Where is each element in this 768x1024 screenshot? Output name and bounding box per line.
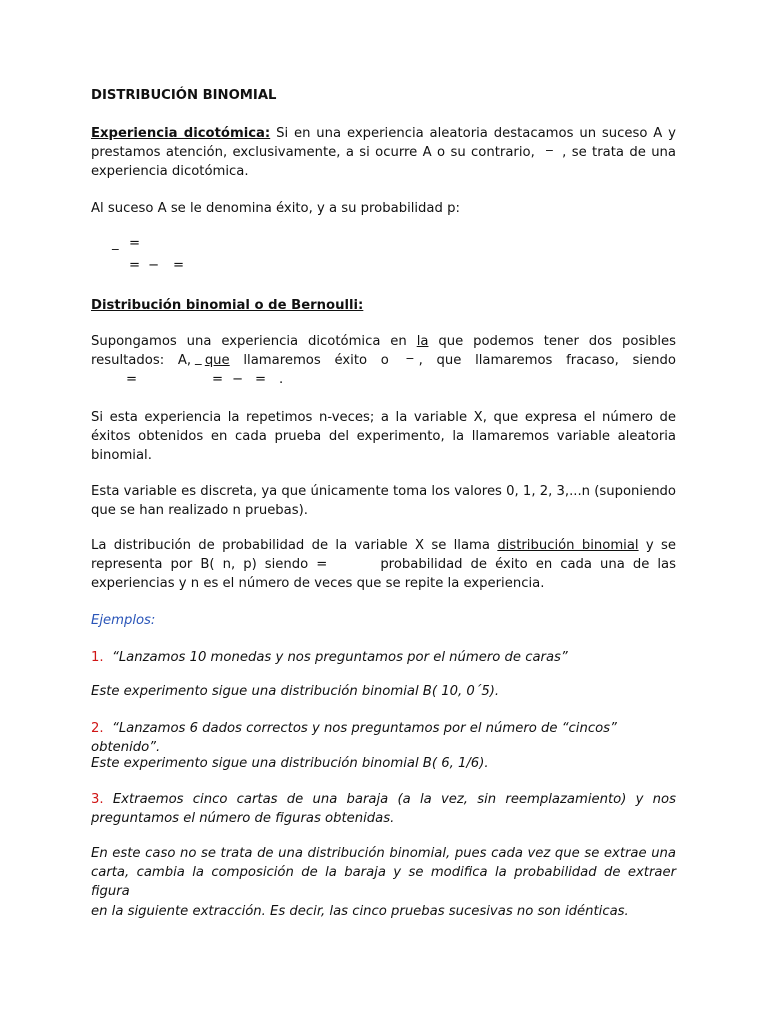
overline-mark: ‾	[546, 149, 553, 165]
distribution-text-1c: y se	[645, 538, 677, 553]
dichotomous-text-1: Si en una experiencia aleatoria destacamos un suceso A y	[276, 126, 676, 141]
variable-line-3: binomial.	[91, 448, 152, 464]
example-2-text: “Lanzamos 6 dados correctos y nos preguntamos por el número de “cincos” obtenido”.	[91, 721, 617, 756]
bernoulli-que-1: que	[204, 353, 230, 369]
conclusion-line-3: en la siguiente extracción. Es decir, las cinco pruebas sucesivas no son idénticas.	[91, 903, 629, 919]
bernoulli-text-1c: que podemos tener dos posibles	[438, 334, 676, 349]
dichotomous-heading: Experiencia dicotómica:	[91, 126, 271, 141]
bernoulli-llamaremos-1: llamaremos	[243, 353, 321, 369]
probability-formula	[91, 234, 676, 278]
dichotomous-line-2	[91, 143, 676, 165]
bernoulli-que-2: que	[436, 353, 462, 369]
bernoulli-formula-minus: −	[232, 372, 244, 388]
bernoulli-formula-equals-2: =	[212, 372, 224, 388]
failure-overline: ‾	[406, 357, 414, 373]
example-3-number: 3.	[91, 792, 104, 807]
dichotomous-text-2a: prestamos atención, exclusivamente, a si ocurre A o su contrario,	[91, 145, 535, 161]
distribution-text-2a: representa por B( n, p) siendo	[91, 557, 309, 573]
dichotomous-text-2b: , se trata de una	[562, 145, 676, 161]
bernoulli-formula-dot: .	[279, 372, 284, 388]
conclusion-line-2: carta, cambia la composición de la baraja y se modifica la probabilidad de extraer figura	[91, 865, 676, 900]
bernoulli-line-2	[91, 351, 676, 373]
formula-equals-2: =	[129, 258, 141, 273]
discrete-line-1: Esta variable es discreta, ya que únicamente toma los valores 0, 1, 2, 3,...n (suponiendo	[91, 484, 676, 499]
bernoulli-heading: Distribución binomial o de Bernoulli:	[91, 298, 364, 313]
bernoulli-formula-line	[91, 363, 676, 389]
exito-paragraph: Al suceso A se le denomina éxito, y a su probabilidad p:	[91, 201, 460, 216]
bernoulli-comma: ,	[418, 353, 423, 369]
distribution-text-2c: probabilidad de éxito en cada una de las	[380, 557, 677, 573]
variable-paragraph	[91, 408, 676, 466]
variable-line-1: Si esta experiencia la repetimos n-veces; a la variable X, que expresa el número de	[91, 410, 676, 425]
discrete-paragraph	[91, 482, 676, 520]
example-3-line-1	[91, 790, 676, 809]
distribution-line-2	[91, 555, 676, 574]
bernoulli-fracaso: fracaso,	[566, 353, 619, 369]
distribution-line-3: experiencias y n es el número de veces que se repite la experiencia.	[91, 576, 545, 592]
bernoulli-formula-equals-1: =	[126, 372, 138, 388]
example-2	[91, 719, 676, 757]
formula-minus: −	[148, 258, 160, 273]
distribution-binomial-term: distribución binomial	[497, 538, 639, 553]
bernoulli-siendo: siendo	[632, 353, 676, 369]
formula-overline: ‾	[112, 248, 119, 263]
dichotomous-paragraph	[91, 124, 676, 182]
example-2-result: Este experimento sigue una distribución binomial B( 6, 1/6).	[91, 756, 489, 771]
variable-line-2: éxitos obtenidos en cada prueba del experimento, la llamaremos variable aleatoria	[91, 429, 676, 445]
bernoulli-text-1b: la	[416, 334, 429, 349]
example-3-text-2: preguntamos el número de figuras obtenidas.	[91, 811, 395, 827]
example-1-number: 1.	[91, 650, 104, 665]
example-1-text: “Lanzamos 10 monedas y nos preguntamos por el número de caras”	[111, 650, 568, 665]
bernoulli-line-1	[91, 332, 676, 351]
bernoulli-o: o	[380, 353, 389, 369]
bernoulli-llamaremos-2: llamaremos	[475, 353, 553, 369]
distribution-text-1a: La distribución de probabilidad de la variable X se llama	[91, 538, 490, 553]
distribution-paragraph	[91, 536, 676, 594]
bernoulli-resultados: resultados:	[91, 353, 165, 369]
example-3	[91, 790, 676, 828]
bernoulli-formula-equals-3: =	[255, 372, 267, 388]
conclusion-paragraph	[91, 844, 676, 921]
bernoulli-exito: éxito	[334, 353, 368, 369]
distribution-line-1	[91, 536, 676, 555]
bernoulli-text-1a: Supongamos una experiencia dicotómica en	[91, 334, 407, 349]
discrete-line-2: que se han realizado n pruebas).	[91, 503, 308, 519]
dichotomous-line-1	[91, 124, 676, 143]
bernoulli-paragraph	[91, 332, 676, 389]
examples-heading: Ejemplos:	[91, 613, 156, 628]
formula-equals-3: =	[173, 258, 185, 273]
bernoulli-formula-overline: ‾	[195, 363, 202, 379]
distribution-equals: =	[316, 557, 328, 573]
page-title: DISTRIBUCIÓN BINOMIAL	[91, 88, 277, 103]
formula-equals-1: =	[129, 236, 141, 251]
example-3-text-1: Extraemos cinco cartas de una baraja (a la vez, sin reemplazamiento) y nos	[112, 792, 676, 807]
example-1-result: Este experimento sigue una distribución binomial B( 10, 0´5).	[91, 684, 500, 699]
bernoulli-a: A,	[177, 353, 192, 369]
conclusion-line-1: En este caso no se trata de una distribución binomial, pues cada vez que se extrae una	[91, 846, 676, 861]
dichotomous-text-3: experiencia dicotómica.	[91, 164, 249, 180]
example-2-number: 2.	[91, 721, 104, 736]
example-1	[91, 648, 676, 667]
